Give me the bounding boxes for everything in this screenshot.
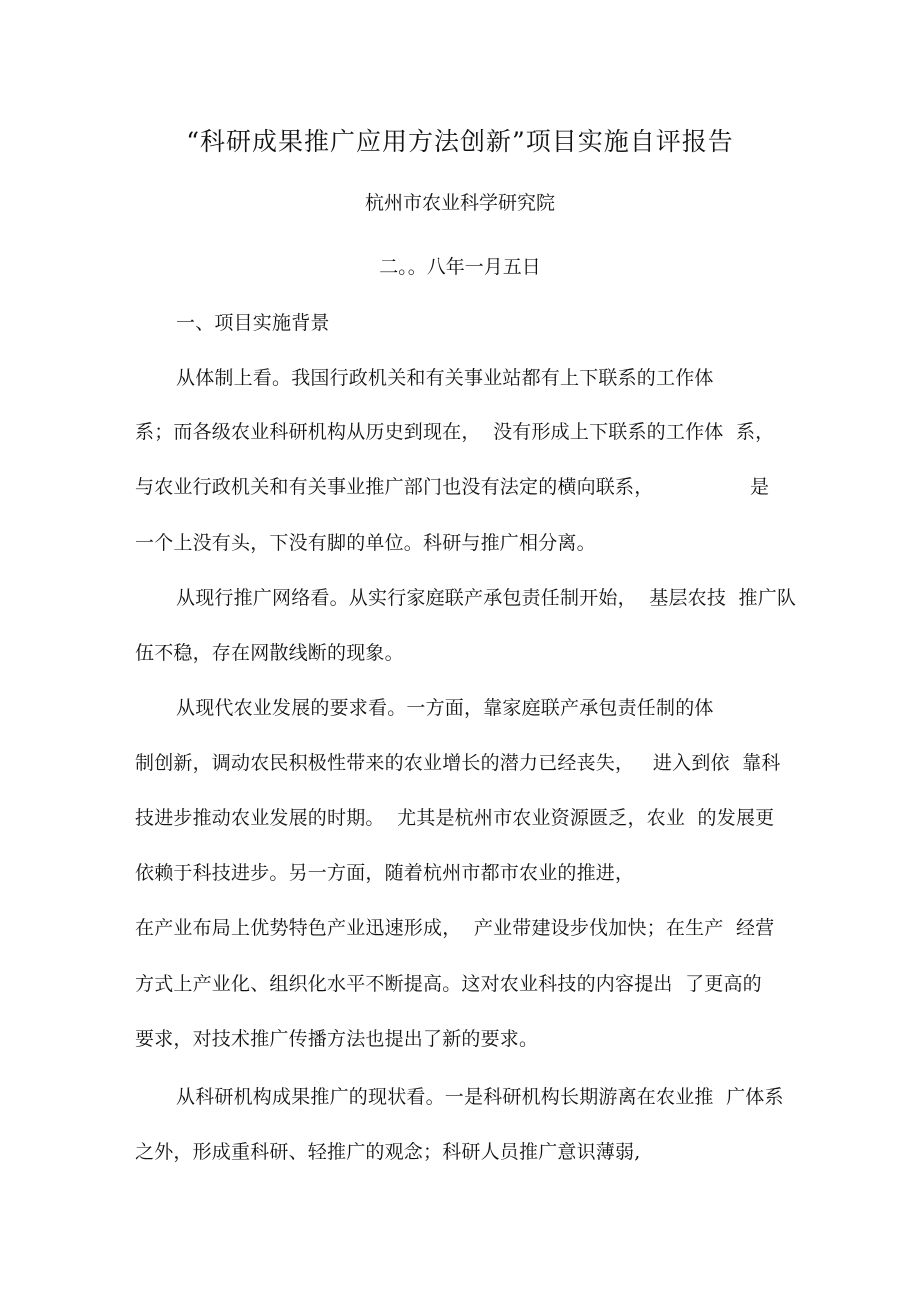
organization-name: 杭州市农业科学研究院 <box>364 192 555 214</box>
body-line: 方式上产业化、组织化水平不断提高。这对农业科技的内容提出 了更高的 <box>135 973 762 995</box>
body-line: 技进步推动农业发展的时期。 尤其是杭州市农业资源匮乏，农业 的发展更 <box>135 807 775 829</box>
body-line: 从体制上看。我国行政机关和有关事业站都有上下联系的工作体 <box>176 367 714 389</box>
document-title: “科研成果推广应用方法创新”项目实施自评报告 <box>186 127 734 156</box>
body-line: 伍不稳，存在网散线断的现象。 <box>135 642 404 664</box>
report-date: 二。。八年一月五日 <box>379 256 541 278</box>
body-line: 系；而各级农业科研机构从历史到现在， 没有形成上下联系的工作体 系， <box>135 421 775 443</box>
body-line: 之外，形成重科研、轻推广的观念；科研人员推广意识薄弱, <box>135 1141 641 1163</box>
body-line: 制创新，调动农民积极性带来的农业增长的潜力已经丧失， 进入到依 靠科 <box>135 752 781 774</box>
body-line: 从现代农业发展的要求看。一方面，靠家庭联产承包责任制的体 <box>176 697 714 719</box>
body-line: 从现行推广网络看。从实行家庭联产承包责任制开始， 基层农技 推广队 <box>176 587 797 609</box>
body-line: 要求，对技术推广传播方法也提出了新的要求。 <box>135 1028 539 1050</box>
body-line: 与农业行政机关和有关事业推广部门也没有法定的横向联系， <box>135 476 654 498</box>
body-line: 从科研机构成果推广的现状看。一是科研机构长期游离在农业推 广体系 <box>176 1086 784 1108</box>
section-heading: 一、项目实施背景 <box>176 312 330 334</box>
body-line: 是 <box>750 476 770 498</box>
body-line: 一个上没有头，下没有脚的单位。科研与推广相分离。 <box>135 532 596 554</box>
body-line: 依赖于科技进步。另一方面，随着杭州市都市农业的推进， <box>135 862 635 884</box>
body-line: 在产业布局上优势特色产业迅速形成， 产业带建设步伐加快；在生产 经营 <box>135 917 775 939</box>
